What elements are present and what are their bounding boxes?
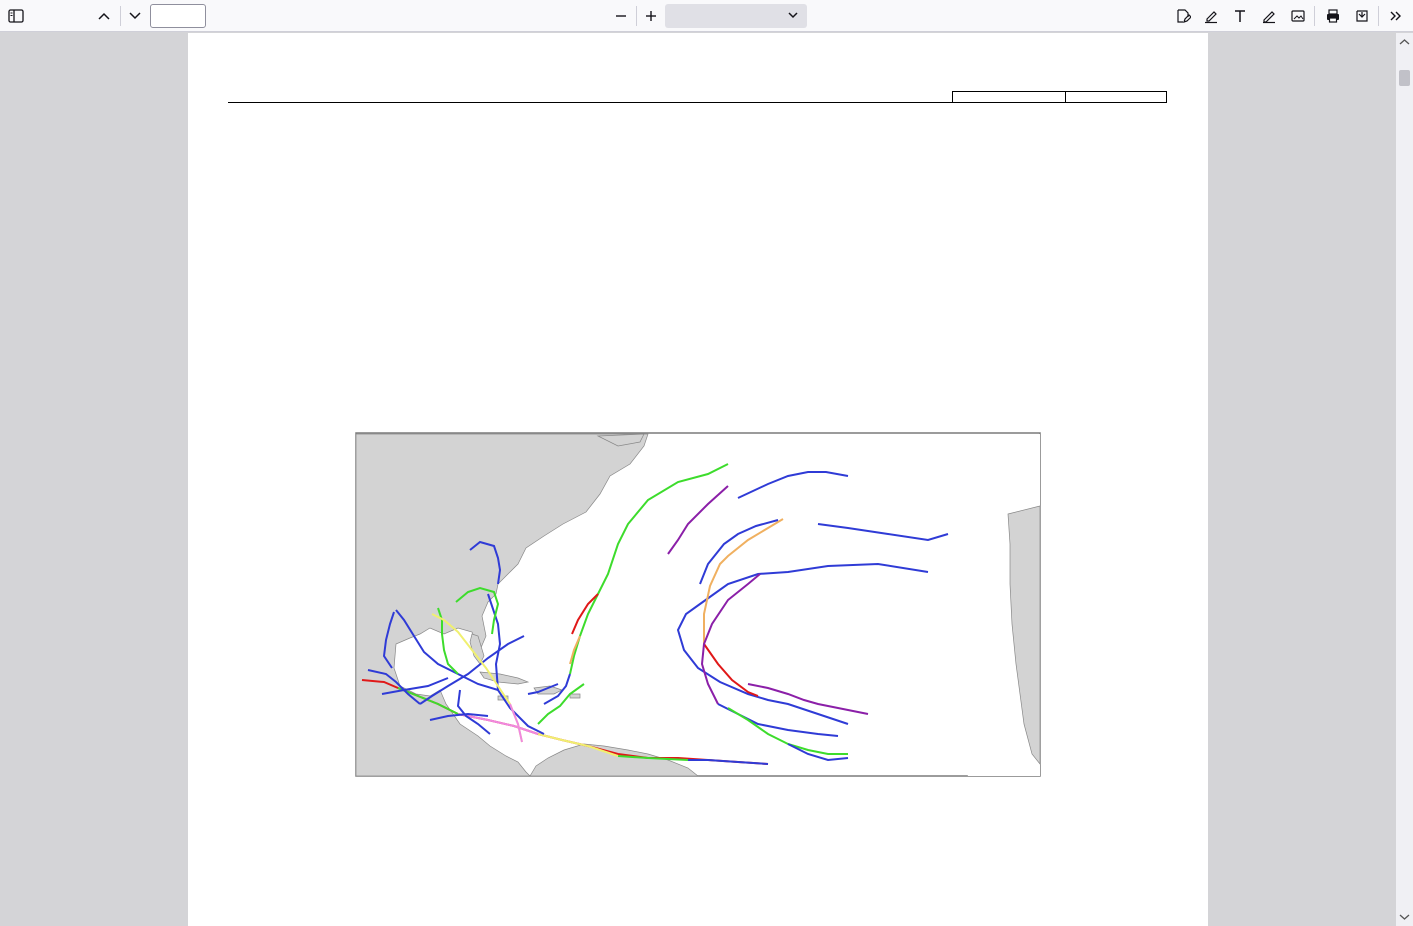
next-page-button[interactable]	[121, 0, 149, 32]
draw-icon	[1261, 8, 1277, 24]
print-icon	[1325, 8, 1341, 24]
scrollbar-thumb[interactable]	[1399, 70, 1410, 86]
more-tools-button[interactable]	[1383, 0, 1409, 32]
pdf-toolbar	[0, 0, 1413, 32]
previous-page-button[interactable]	[90, 0, 118, 32]
image-icon	[1290, 8, 1306, 24]
header-percent-average	[1066, 92, 1167, 103]
zoom-out-icon	[614, 9, 628, 23]
text-icon	[1232, 8, 1248, 24]
header-issue-april	[560, 92, 653, 103]
highlight-button[interactable]	[1198, 0, 1224, 32]
sidebar-toggle-button[interactable]	[2, 0, 30, 32]
zoom-select[interactable]	[665, 4, 807, 28]
scroll-down-icon[interactable]	[1396, 910, 1413, 924]
header-issue-august	[857, 92, 953, 103]
header-issue-june	[653, 92, 762, 103]
header-forecast-parameter	[228, 92, 560, 103]
draw-button[interactable]	[1256, 0, 1282, 32]
pdf-page	[188, 33, 1208, 926]
more-tools-icon	[1389, 10, 1403, 22]
sidebar-toggle-icon	[8, 9, 24, 23]
toolbar-separator	[1378, 6, 1379, 26]
save-button[interactable]	[1349, 0, 1375, 32]
vertical-scrollbar[interactable]	[1396, 33, 1413, 926]
zoom-in-button[interactable]	[638, 0, 664, 32]
edit-pdf-icon	[1175, 8, 1191, 24]
next-page-icon	[128, 11, 142, 21]
chevron-down-icon	[787, 9, 799, 21]
header-issue-july	[762, 92, 857, 103]
table-header-row	[228, 92, 1167, 103]
forecast-table	[228, 91, 1167, 103]
page-number-input[interactable]	[150, 4, 206, 28]
edit-pdf-button[interactable]	[1170, 0, 1196, 32]
zoom-out-button[interactable]	[608, 0, 634, 32]
scroll-up-icon[interactable]	[1396, 35, 1413, 49]
cyclone-track-map	[348, 424, 1048, 794]
save-icon	[1354, 8, 1370, 24]
puerto-rico-land	[570, 694, 580, 698]
add-image-button[interactable]	[1285, 0, 1311, 32]
previous-page-icon	[97, 11, 111, 21]
header-observed	[953, 92, 1066, 103]
toolbar-separator	[636, 6, 637, 26]
toolbar-separator	[1314, 6, 1315, 26]
text-button[interactable]	[1227, 0, 1253, 32]
zoom-in-icon	[644, 9, 658, 23]
print-button[interactable]	[1320, 0, 1346, 32]
highlight-icon	[1203, 8, 1219, 24]
